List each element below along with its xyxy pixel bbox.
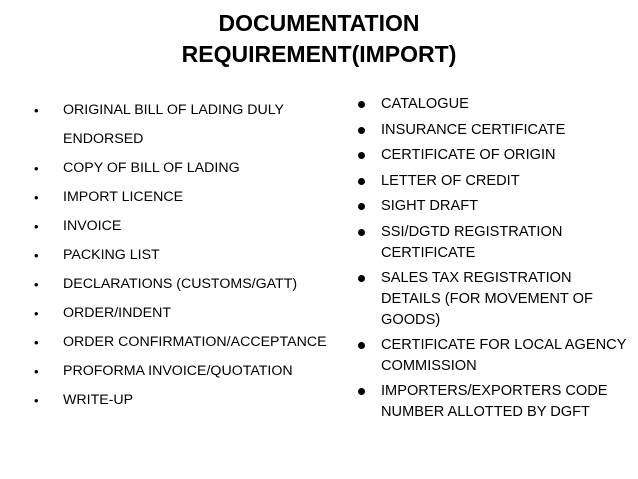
left-document-list <box>28 96 328 415</box>
list-item: • DECLARATIONS (CUSTOMS/GATT) <box>28 270 328 299</box>
list-item: • IMPORT LICENCE <box>28 183 328 212</box>
list-item: INSURANCE CERTIFICATE <box>349 118 634 144</box>
list-item: • ORDER/INDENT <box>28 299 328 328</box>
title-line-1: DOCUMENTATION <box>218 10 420 36</box>
list-item: • COPY OF BILL OF LADING <box>28 154 328 183</box>
list-item: • WRITE-UP <box>28 386 328 415</box>
list-item: LETTER OF CREDIT <box>349 169 634 195</box>
list-item: • ORDER CONFIRMATION/ACCEPTANCE <box>28 328 328 357</box>
list-item: CERTIFICATE OF ORIGIN <box>349 143 634 169</box>
list-item: • PROFORMA INVOICE/QUOTATION <box>28 357 328 386</box>
list-item: SALES TAX REGISTRATION DETAILS (FOR MOVEMENT OF GOODS) <box>349 266 634 333</box>
list-item: CATALOGUE <box>349 92 634 118</box>
slide-title <box>0 8 638 70</box>
list-item: • PACKING LIST <box>28 241 328 270</box>
list-item: • ORIGINAL BILL OF LADING DULY ENDORSED <box>28 96 328 154</box>
list-item: CERTIFICATE FOR LOCAL AGENCY COMMISSION <box>349 333 634 379</box>
list-item: SSI/DGTD REGISTRATION CERTIFICATE <box>349 220 634 266</box>
list-item: IMPORTERS/EXPORTERS CODE NUMBER ALLOTTED BY DGFT <box>349 379 634 425</box>
list-item: • INVOICE <box>28 212 328 241</box>
title-line-2: REQUIREMENT(IMPORT) <box>181 41 457 67</box>
right-document-list <box>349 92 634 425</box>
list-item: SIGHT DRAFT <box>349 194 634 220</box>
